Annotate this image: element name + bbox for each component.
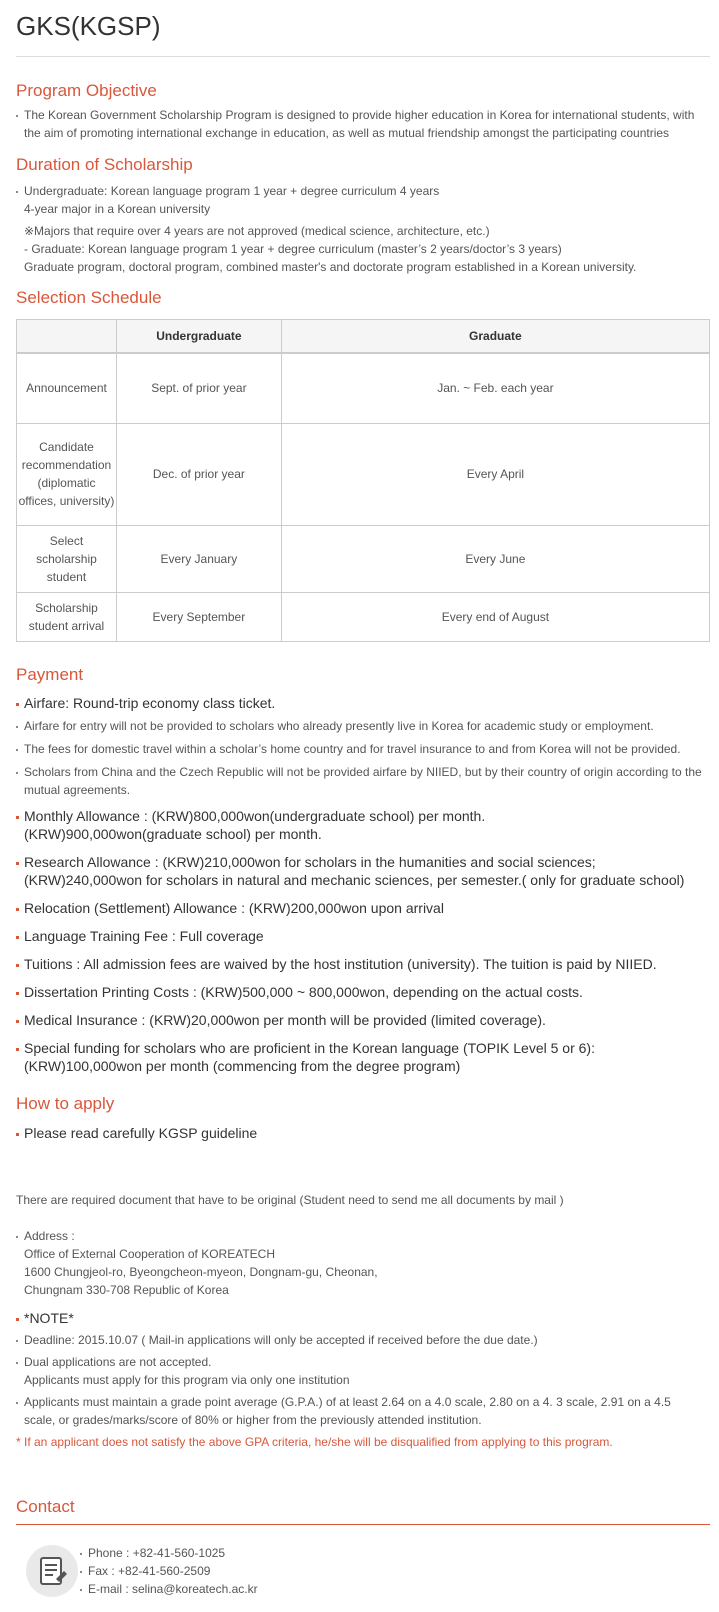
contact-list [80,1544,680,1598]
table-cell: Announcement [17,353,117,423]
address-line-1: Office of External Cooperation of KOREATECH [24,1247,275,1261]
table-cell: Every January [116,525,281,592]
table-cell: Sept. of prior year [116,353,281,423]
page-content [16,0,710,1596]
payment-special-1: Special funding for scholars who are proficient in the Korean language (TOPIK Level 5 or 6): [24,1040,595,1056]
duration-line-4: - Graduate: Korean language program 1 year + degree curriculum (master’s 2 years/doctor’s 3 years) [24,242,562,256]
objective-section [16,80,710,142]
payment-relocation: Relocation (Settlement) Allowance : (KRW)200,000won upon arrival [16,899,710,917]
table-cell: Candidate recommendation (diplomatic offices, university) [17,423,117,525]
table-cell: Dec. of prior year [116,423,281,525]
payment-monthly-1: Monthly Allowance : (KRW)800,000won(undergraduate school) per month. [24,808,486,824]
apply-note: *NOTE* [16,1309,710,1327]
apply-gpa [16,1393,710,1429]
objective-heading: Program Objective [16,81,157,100]
schedule-header-undergrad: Undergraduate [116,320,281,354]
table-cell: Every April [281,423,709,525]
contact-fax: Fax : +82-41-560-2509 [80,1562,680,1580]
payment-special [16,1039,710,1075]
schedule-section [16,287,710,642]
payment-research-2: (KRW)240,000won for scholars in natural and mechanic sciences, per semester.( only for graduate school) [24,872,685,888]
payment-heading: Payment [16,665,84,684]
gpa-warning: * If an applicant does not satisfy the above GPA criteria, he/she will be disqualified from applying to this program. [16,1435,613,1449]
schedule-header-grad: Graduate [281,320,709,354]
address-line-3: Chungnam 330-708 Republic of Korea [24,1283,229,1297]
contact-email[interactable]: E-mail : selina@koreatech.ac.kr [80,1580,680,1598]
contact-phone: Phone : +82-41-560-1025 [80,1544,680,1562]
table-cell: Every September [116,592,281,641]
payment-air-note-1: Airfare for entry will not be provided to scholars who already presently live in Korea for academic study or employment. [16,717,710,735]
table-row [17,592,710,641]
duration-heading: Duration of Scholarship [16,155,193,174]
objective-text: The Korean Government Scholarship Program is designed to provide higher education in Korea for international students, with the aim of promoting international exchange in education, as well as mutual friendship amongst the participating countries [16,106,710,142]
schedule-heading: Selection Schedule [16,288,162,307]
table-row [17,423,710,525]
table-cell: Jan. ~ Feb. each year [281,353,709,423]
page-title: GKS(KGSP) [16,11,161,41]
payment-monthly-2: (KRW)900,000won(graduate school) per month. [24,826,322,842]
table-cell: Every June [281,525,709,592]
duration-line-3: ※Majors that require over 4 years are not approved (medical science, architecture, etc.) [24,224,490,238]
apply-dual-1: Dual applications are not accepted. [24,1355,212,1369]
duration-line-1: Undergraduate: Korean language program 1 year + degree curriculum 4 years [24,184,440,198]
payment-tuition: Tuitions : All admission fees are waived by the host institution (university). The tuition is paid by NIIED. [16,955,710,973]
payment-airfare: Airfare: Round-trip economy class ticket. [16,694,710,712]
table-cell: Select scholarship student [17,525,117,592]
apply-dual-2: Applicants must apply for this program via only one institution [24,1373,350,1387]
duration-line-2: 4-year major in a Korean university [24,202,211,216]
contact-section [16,1496,710,1525]
apply-address [16,1227,710,1299]
payment-medical: Medical Insurance : (KRW)20,000won per month will be provided (limited coverage). [16,1011,710,1029]
contact-heading: Contact [16,1497,75,1516]
apply-heading: How to apply [16,1094,115,1113]
table-row [17,525,710,592]
table-row [17,353,710,423]
payment-section [16,664,710,1075]
apply-dual [16,1353,710,1389]
payment-research-1: Research Allowance : (KRW)210,000won for scholars in the humanities and social sciences; [24,854,596,870]
address-line-2: 1600 Chungjeol-ro, Byeongcheon-myeon, Dongnam-gu, Cheonan, [24,1265,378,1279]
table-cell: Every end of August [281,592,709,641]
payment-research [16,853,710,889]
payment-dissertation: Dissertation Printing Costs : (KRW)500,000 ~ 800,000won, depending on the actual costs. [16,983,710,1001]
schedule-header-row [17,320,710,354]
payment-air-note-3: Scholars from China and the Czech Republic will not be provided airfare by NIIED, but by their country of origin according to the mutual agreements. [16,763,710,799]
apply-gpa-2: scale, or grades/marks/score of 80% or higher from the previously attended institution. [24,1413,482,1427]
apply-deadline: Deadline: 2015.10.07 ( Mail-in applications will only be accepted if received before the due date.) [16,1331,710,1349]
duration-section [16,154,710,276]
apply-required: There are required document that have to be original (Student need to send me all documents by mail ) [16,1193,564,1207]
apply-details [16,1227,710,1429]
contact-divider [16,1524,710,1525]
duration-undergrad [16,182,710,276]
duration-line-5: Graduate program, doctoral program, combined master's and doctorate program established in a Korean university. [24,260,637,274]
payment-monthly [16,807,710,843]
address-label: Address : [24,1229,75,1243]
payment-language: Language Training Fee : Full coverage [16,927,710,945]
schedule-header-blank [17,320,117,354]
payment-air-note-2: The fees for domestic travel within a scholar’s home country and for travel insurance to and from Korea will not be provided. [16,740,710,758]
apply-section [16,1093,710,1142]
apply-gpa-1: Applicants must maintain a grade point average (G.P.A.) of at least 2.64 on a 4.0 scale, 2.80 on a 4. 3 scale, 2.91 on a 4.5 [24,1395,671,1409]
apply-read: Please read carefully KGSP guideline [16,1124,710,1142]
schedule-table [16,319,710,642]
title-divider [16,56,710,57]
contact-document-icon [26,1545,78,1597]
table-cell: Scholarship student arrival [17,592,117,641]
payment-special-2: (KRW)100,000won per month (commencing from the degree program) [24,1058,461,1074]
